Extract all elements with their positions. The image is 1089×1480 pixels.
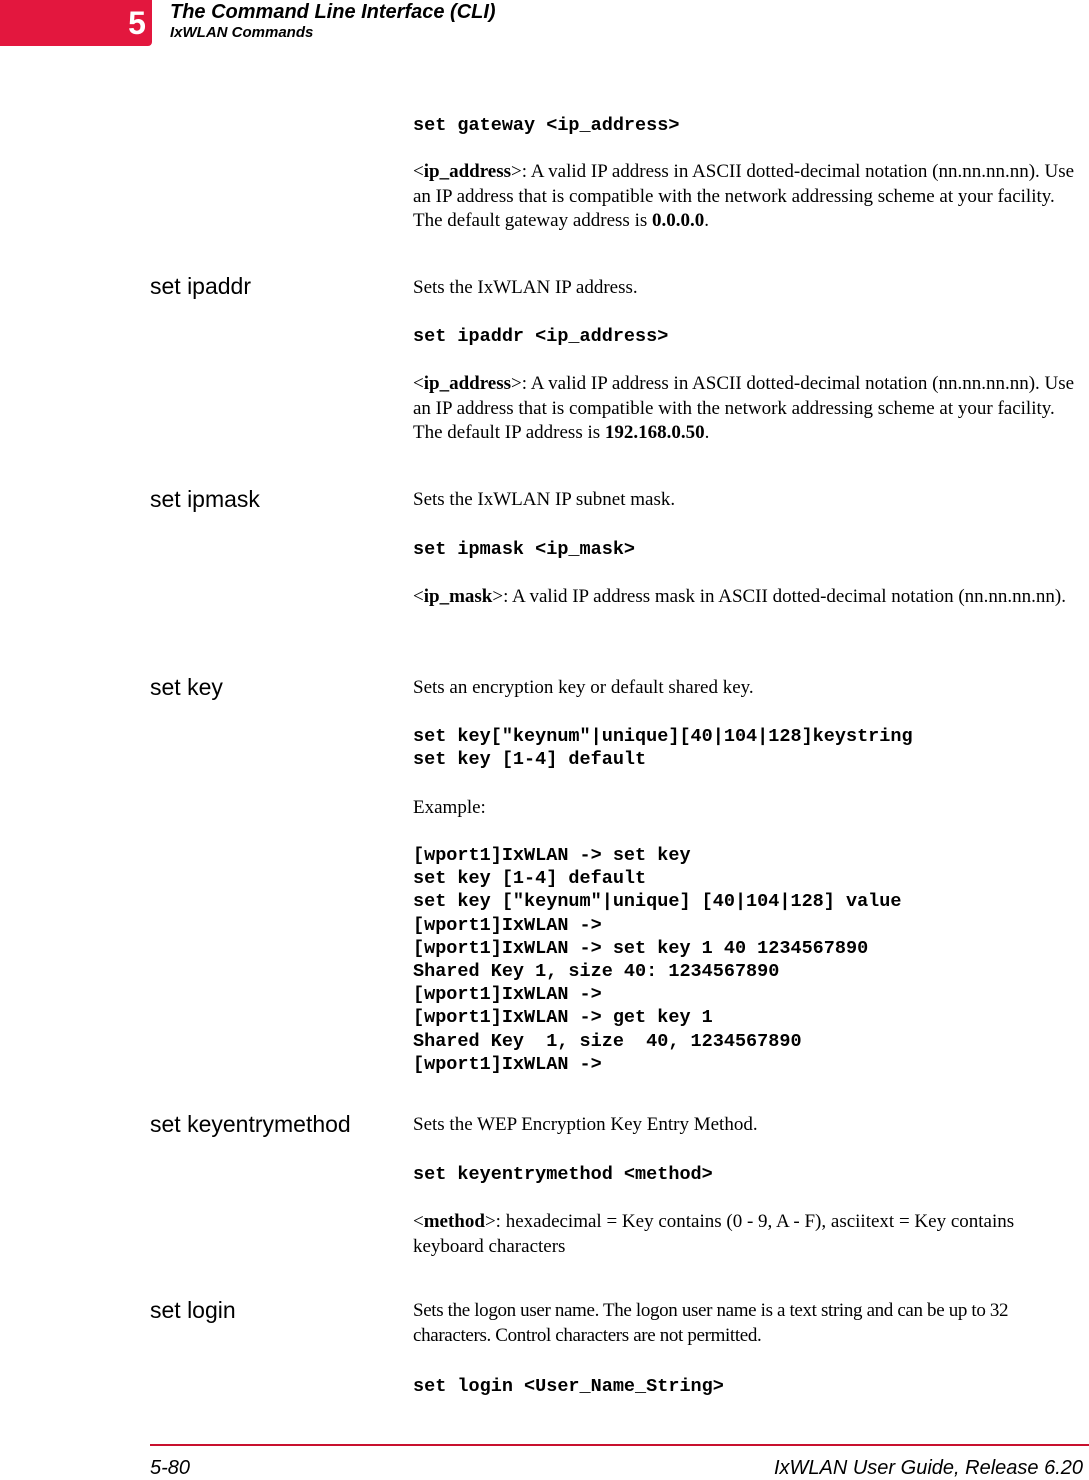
keyentrymethod-param-name: method <box>423 1211 485 1232</box>
ipmask-param-name: ip_mask <box>423 586 493 607</box>
key-example-code: [wport1]IxWLAN -> set key set key [1-4] default set key ["keynum"|unique] [40|104|128] value [wport1]IxWLAN -> [wport1]IxWLAN -> set key 1 40 1234567890 Shared Key 1, size 40: 1234567890 [wport1]IxWLAN -> [wport1]IxWLAN -> get key 1 Shared Key 1, size 40, 1234567890 [wport1]IxWLAN -> <box>413 845 902 1075</box>
term-set-ipmask: set ipmask <box>150 486 260 512</box>
term-set-login: set login <box>150 1297 236 1323</box>
ipmask-syntax: set ipmask <ip_mask> <box>413 539 636 560</box>
ipaddr-default-value: 192.168.0.50 <box>604 422 705 443</box>
page-number: 5-80 <box>150 1457 191 1479</box>
term-set-key: set key <box>150 674 223 700</box>
gateway-syntax: set gateway <ip_address> <box>413 115 680 136</box>
ipmask-description: Sets the IxWLAN IP subnet mask. <box>413 489 676 510</box>
keyentrymethod-syntax: set keyentrymethod <method> <box>413 1164 713 1185</box>
header-subtitle: IxWLAN Commands <box>170 24 314 41</box>
header-title: The Command Line Interface (CLI) <box>170 1 496 23</box>
ipaddr-param-name: ip_address <box>423 373 512 394</box>
ipaddr-description: Sets the IxWLAN IP address. <box>413 277 638 298</box>
ipaddr-syntax: set ipaddr <ip_address> <box>413 326 669 347</box>
gateway-param-description: <ip_address>: A valid IP address in ASCII dotted-decimal notation (nn.nn.nn.nn). Use an IP address that is compatible with the network addressing scheme at your facility. The default gateway address is 0.0.0.0. <box>413 161 1075 231</box>
keyentrymethod-param-description: <method>: hexadecimal = Key contains (0 - 9, A - F), asciitext = Key contains keyboard characters <box>413 1211 1015 1257</box>
ipaddr-param-description: <ip_address>: A valid IP address in ASCII dotted-decimal notation (nn.nn.nn.nn). Use an IP address that is compatible with the network addressing scheme at your facility. The default IP address is 192.168.0.50. <box>413 373 1075 443</box>
term-set-ipaddr: set ipaddr <box>150 273 252 299</box>
gateway-default-value: 0.0.0.0 <box>652 210 705 231</box>
ipmask-param-description: <ip_mask>: A valid IP address mask in ASCII dotted-decimal notation (nn.nn.nn.nn). <box>413 586 1066 607</box>
login-description: Sets the logon user name. The logon user name is a text string and can be up to 32 characters. Control characters are not permitted. <box>413 1300 1009 1346</box>
document-title: IxWLAN User Guide, Release 6.20 <box>773 1457 1083 1479</box>
login-syntax: set login <User_Name_String> <box>413 1376 724 1397</box>
key-example-label: Example: <box>413 797 486 818</box>
key-description: Sets an encryption key or default shared key. <box>413 677 754 698</box>
footer-divider <box>150 1444 1089 1446</box>
key-syntax: set key["keynum"|unique][40|104|128]keystring set key [1-4] default <box>413 726 913 771</box>
gateway-param-name: ip_address <box>423 161 512 182</box>
term-set-keyentrymethod: set keyentrymethod <box>150 1111 351 1137</box>
keyentrymethod-description: Sets the WEP Encryption Key Entry Method. <box>413 1114 758 1135</box>
chapter-number: 5 <box>128 5 146 41</box>
